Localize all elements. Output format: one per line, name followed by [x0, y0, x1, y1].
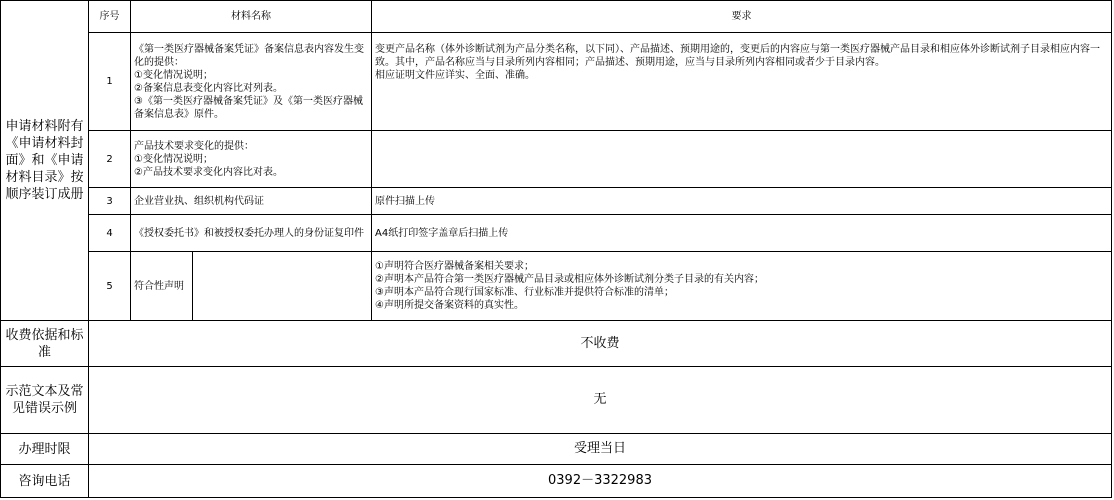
- materials-section-label-text: 申请材料附有《申请材料封面》和《申请材料目录》按顺序装订成册: [5, 119, 84, 202]
- header-requirement-text: 要求: [731, 11, 752, 22]
- row-3-requirement: [372, 188, 1112, 215]
- row-5-seq: [89, 252, 131, 321]
- time-value: [89, 434, 1112, 465]
- row-3-name-text: 企业营业执、组织机构代码证: [134, 195, 264, 207]
- fee-label-text: 收费依据和标准: [5, 327, 84, 360]
- row-3-seq-text: 3: [106, 195, 113, 207]
- row-4-seq: [89, 215, 131, 252]
- sample-label-text: 示范文本及常见错误示例: [5, 384, 84, 416]
- row-4-requirement: [372, 215, 1112, 252]
- header-material-name: [131, 0, 372, 33]
- row-2-requirement: [372, 131, 1112, 188]
- row-2-name-text: 产品技术要求变化的提供： ①变化情况说明； ②产品技术要求变化内容比对表。: [134, 140, 283, 178]
- time-label: [0, 434, 89, 465]
- row-5-seq-text: 5: [106, 280, 113, 292]
- header-seq: [89, 0, 131, 33]
- fee-label: [0, 321, 89, 367]
- header-seq-text: 序号: [99, 11, 120, 22]
- row-5-requirement-text: ①声明符合医疗器械备案相关要求； ②声明本产品符合第一类医疗器械产品目录或相应体外诊断试剂分类子目录的有关内容； ③声明本产品符合现行国家标准、行业标准并提供符合标准的清单； ④声明所提交备案资料的真实性。: [375, 261, 764, 311]
- row-5-requirement: [372, 252, 1112, 321]
- row-2-seq: [89, 131, 131, 188]
- row-2-name: [131, 131, 372, 188]
- sample-value: [89, 367, 1112, 434]
- phone-label: [0, 465, 89, 498]
- sample-value-text: 无: [593, 392, 607, 407]
- row-1-requirement-text: 变更产品名称（体外诊断试剂为产品分类名称，以下同）、产品描述、预期用途的，变更后的内容应与第一类医疗器械产品目录和相应体外诊断试剂子目录相应内容一致。其中，产品名称应当与目录所列内容相同；产品描述、预期用途，应当与目录所列内容相同或者少于目录内容。 相应证明文件应详实、全面、准确。: [375, 44, 1100, 81]
- row-4-requirement-text: A4纸打印签字盖章后扫描上传: [375, 227, 509, 239]
- row-1-seq-text: 1: [106, 76, 113, 87]
- phone-value-text: 0392－3322983: [548, 473, 652, 488]
- row-1-name-text: 《第一类医疗器械备案凭证》备案信息表内容发生变化的提供： ①变化情况说明； ②备案信息表变化内容比对列表。 ③《第一类医疗器械备案凭证》及《第一类医疗器械备案信息表》原件。: [134, 43, 364, 120]
- fee-value: [89, 321, 1112, 367]
- row-3-requirement-text: 原件扫描上传: [375, 195, 435, 207]
- phone-label-text: 咨询电话: [18, 473, 71, 489]
- row-1-requirement: [372, 33, 1112, 131]
- fee-value-text: 不收费: [580, 335, 620, 351]
- row-4-name-text: 《授权委托书》和被授权委托办理人的身份证复印件: [134, 227, 364, 239]
- sample-label: [0, 367, 89, 434]
- row-5-empty-cell: [193, 252, 372, 321]
- time-value-text: 受理当日: [573, 441, 626, 456]
- row-3-seq: [89, 188, 131, 215]
- row-4-seq-text: 4: [106, 227, 113, 239]
- row-5-name-text: 符合性声明: [134, 280, 184, 292]
- time-label-text: 办理时限: [18, 441, 71, 457]
- row-4-name: [131, 215, 372, 252]
- phone-value: [89, 465, 1112, 498]
- header-requirement: [372, 0, 1112, 33]
- row-2-seq-text: 2: [106, 153, 113, 165]
- row-1-name: [131, 33, 372, 131]
- row-1-seq: [89, 33, 131, 131]
- header-material-name-text: 材料名称: [231, 11, 271, 22]
- row-5-name: [131, 252, 193, 321]
- row-3-name: [131, 188, 372, 215]
- materials-section-label: [0, 0, 89, 321]
